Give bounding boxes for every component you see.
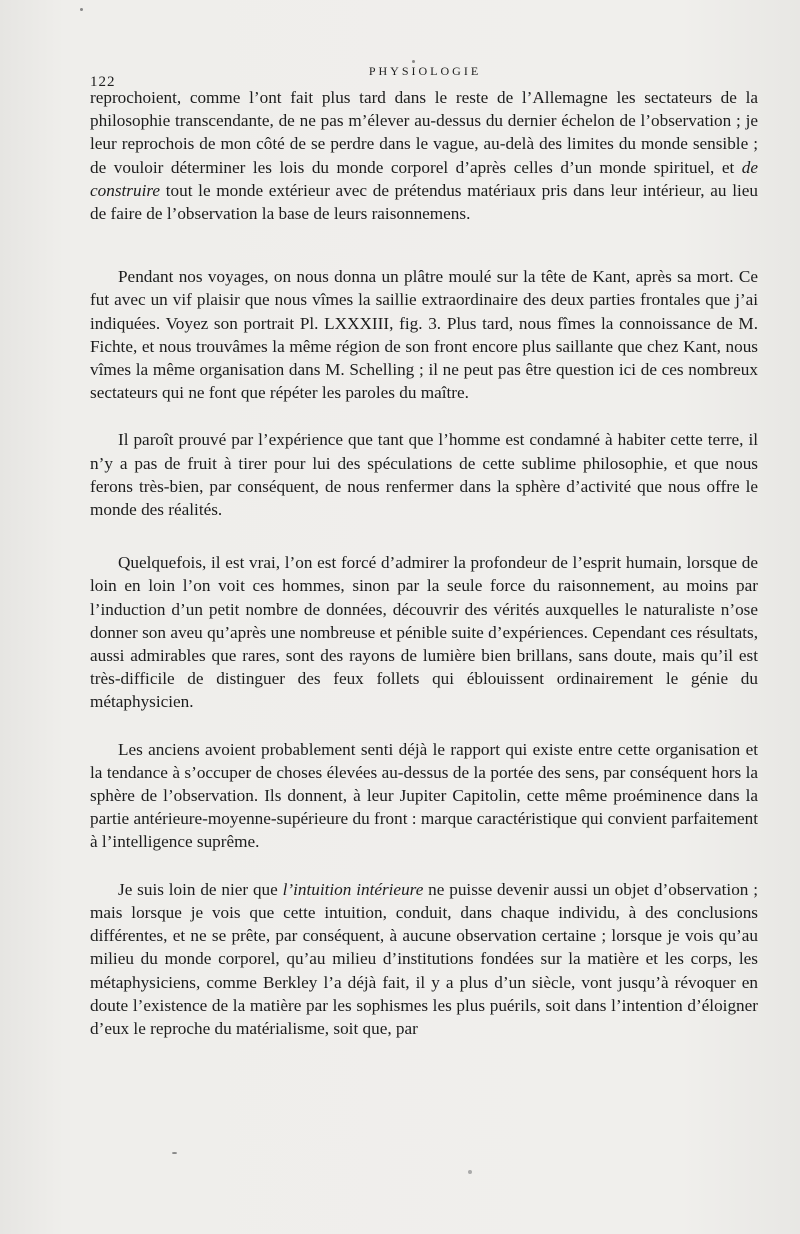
paper-speck	[468, 1170, 472, 1174]
page-number: 122	[90, 74, 116, 90]
text-run: reprochoient, comme l’ont fait plus tard dans le reste de l’Allemagne les sectateurs de la philosophie transcendante, de ne pas m’élever au-dessus du dernier échelon de l’observation ; je leur reprochois de mon côté de se perdre dans le vague, au-delà des limites du monde sensible ; de vouloir déterminer les lois du monde corporel d’après celles d’un monde spirituel, et	[90, 88, 758, 177]
text-run: Il paroît prouvé par l’expérience que tant que l’homme est condamné à habiter cette terre, il n’y a pas de fruit à tirer pour lui des spéculations de cette sublime philosophie, et que nous ferons très-bien, par conséquent, de nous renfermer dans la sphère d’activité que nous offre le monde des réalités.	[90, 430, 758, 520]
paragraph-1	[90, 86, 758, 225]
text-run: Quelquefois, il est vrai, l’on est forcé d’admirer la profondeur de l’esprit humain, lorsque de loin en loin l’on voit ces hommes, sinon par la seule force du raisonnement, au moins par l’induction d’un petit nombre de données, découvrir des vérités auxquelles le naturaliste n’ose donner son aveu qu’après une nombreuse et pénible suite d’expériences. Cependant ces résultats, aussi admirables que rares, sont des rayons de lumière bien brillans, sans doute, mais qu’il est très-difficile de distinguer des feux follets qui éblouissent ordinairement le génie du métaphysicien.	[90, 553, 758, 712]
paragraph-4	[90, 551, 758, 713]
paper-speck	[80, 8, 83, 11]
body-text	[90, 86, 758, 1040]
text-run: ne puisse devenir aussi un objet d’observation ; mais lorsque je vois que cette intuition, conduit, dans chaque individu, à des conclusions différentes, et ne se prête, par conséquent, à aucune observation certaine ; lorsque je vois qu’au milieu du monde corporel, qu’au milieu d’institutions fondées sur la matière et les corps, les métaphysiciens, comme Berkley l’a déjà fait, il y a plus d’un siècle, vont jusqu’à révoquer en doute l’existence de la matière par les sophismes les plus puérils, soit dans l’intention d’éloigner d’eux le reproche du matérialisme, soit que, par	[90, 879, 758, 1038]
paragraph-2	[90, 265, 758, 404]
running-head: PHYSIOLOGIE	[368, 64, 482, 78]
paper-speck	[172, 1152, 177, 1154]
text-run: Les anciens avoient probablement senti déjà le rapport qui existe entre cette organisation et la tendance à s’occuper de choses élevées au-dessus de la portée des sens, par conséquent hors la sphère de l’observation. Ils donnent, à leur Jupiter Capitolin, cette même proéminence dans la partie antérieure-moyenne-supérieure du front : marque caractéristique qui convient parfaitement à l’intelligence suprême.	[90, 739, 758, 852]
italic-text-run: l’intuition intérieure	[282, 879, 424, 899]
text-run: tout le monde extérieur avec de prétendus matériaux pris dans leur intérieur, au lieu de faire de l’observation la base de leurs raisonnemens.	[90, 180, 758, 224]
paragraph-3	[90, 428, 758, 521]
paragraph-6	[90, 878, 758, 1040]
text-run: Pendant nos voyages, on nous donna un plâtre moulé sur la tête de Kant, après sa mort. Ce fut avec un vif plaisir que nous vîmes la saillie extraordinaire des deux parties frontales que j’ai indiquées. Voyez son portrait Pl. LXXXIII, fig. 3. Plus tard, nous fîmes la connoissance de M. Fichte, et nous trouvâmes la même région de son front encore plus saillante que chez Kant, nous vîmes la même organisation dans M. Schelling ; il ne peut pas être question ici de ces nombreux sectateurs qui ne font que répéter les paroles du maître.	[90, 267, 758, 403]
text-run: Je suis loin de nier que	[118, 879, 283, 899]
italic-text-run: de construire	[90, 157, 758, 200]
paper-speck	[412, 60, 415, 63]
page-header	[90, 64, 760, 90]
paragraph-5	[90, 738, 758, 854]
